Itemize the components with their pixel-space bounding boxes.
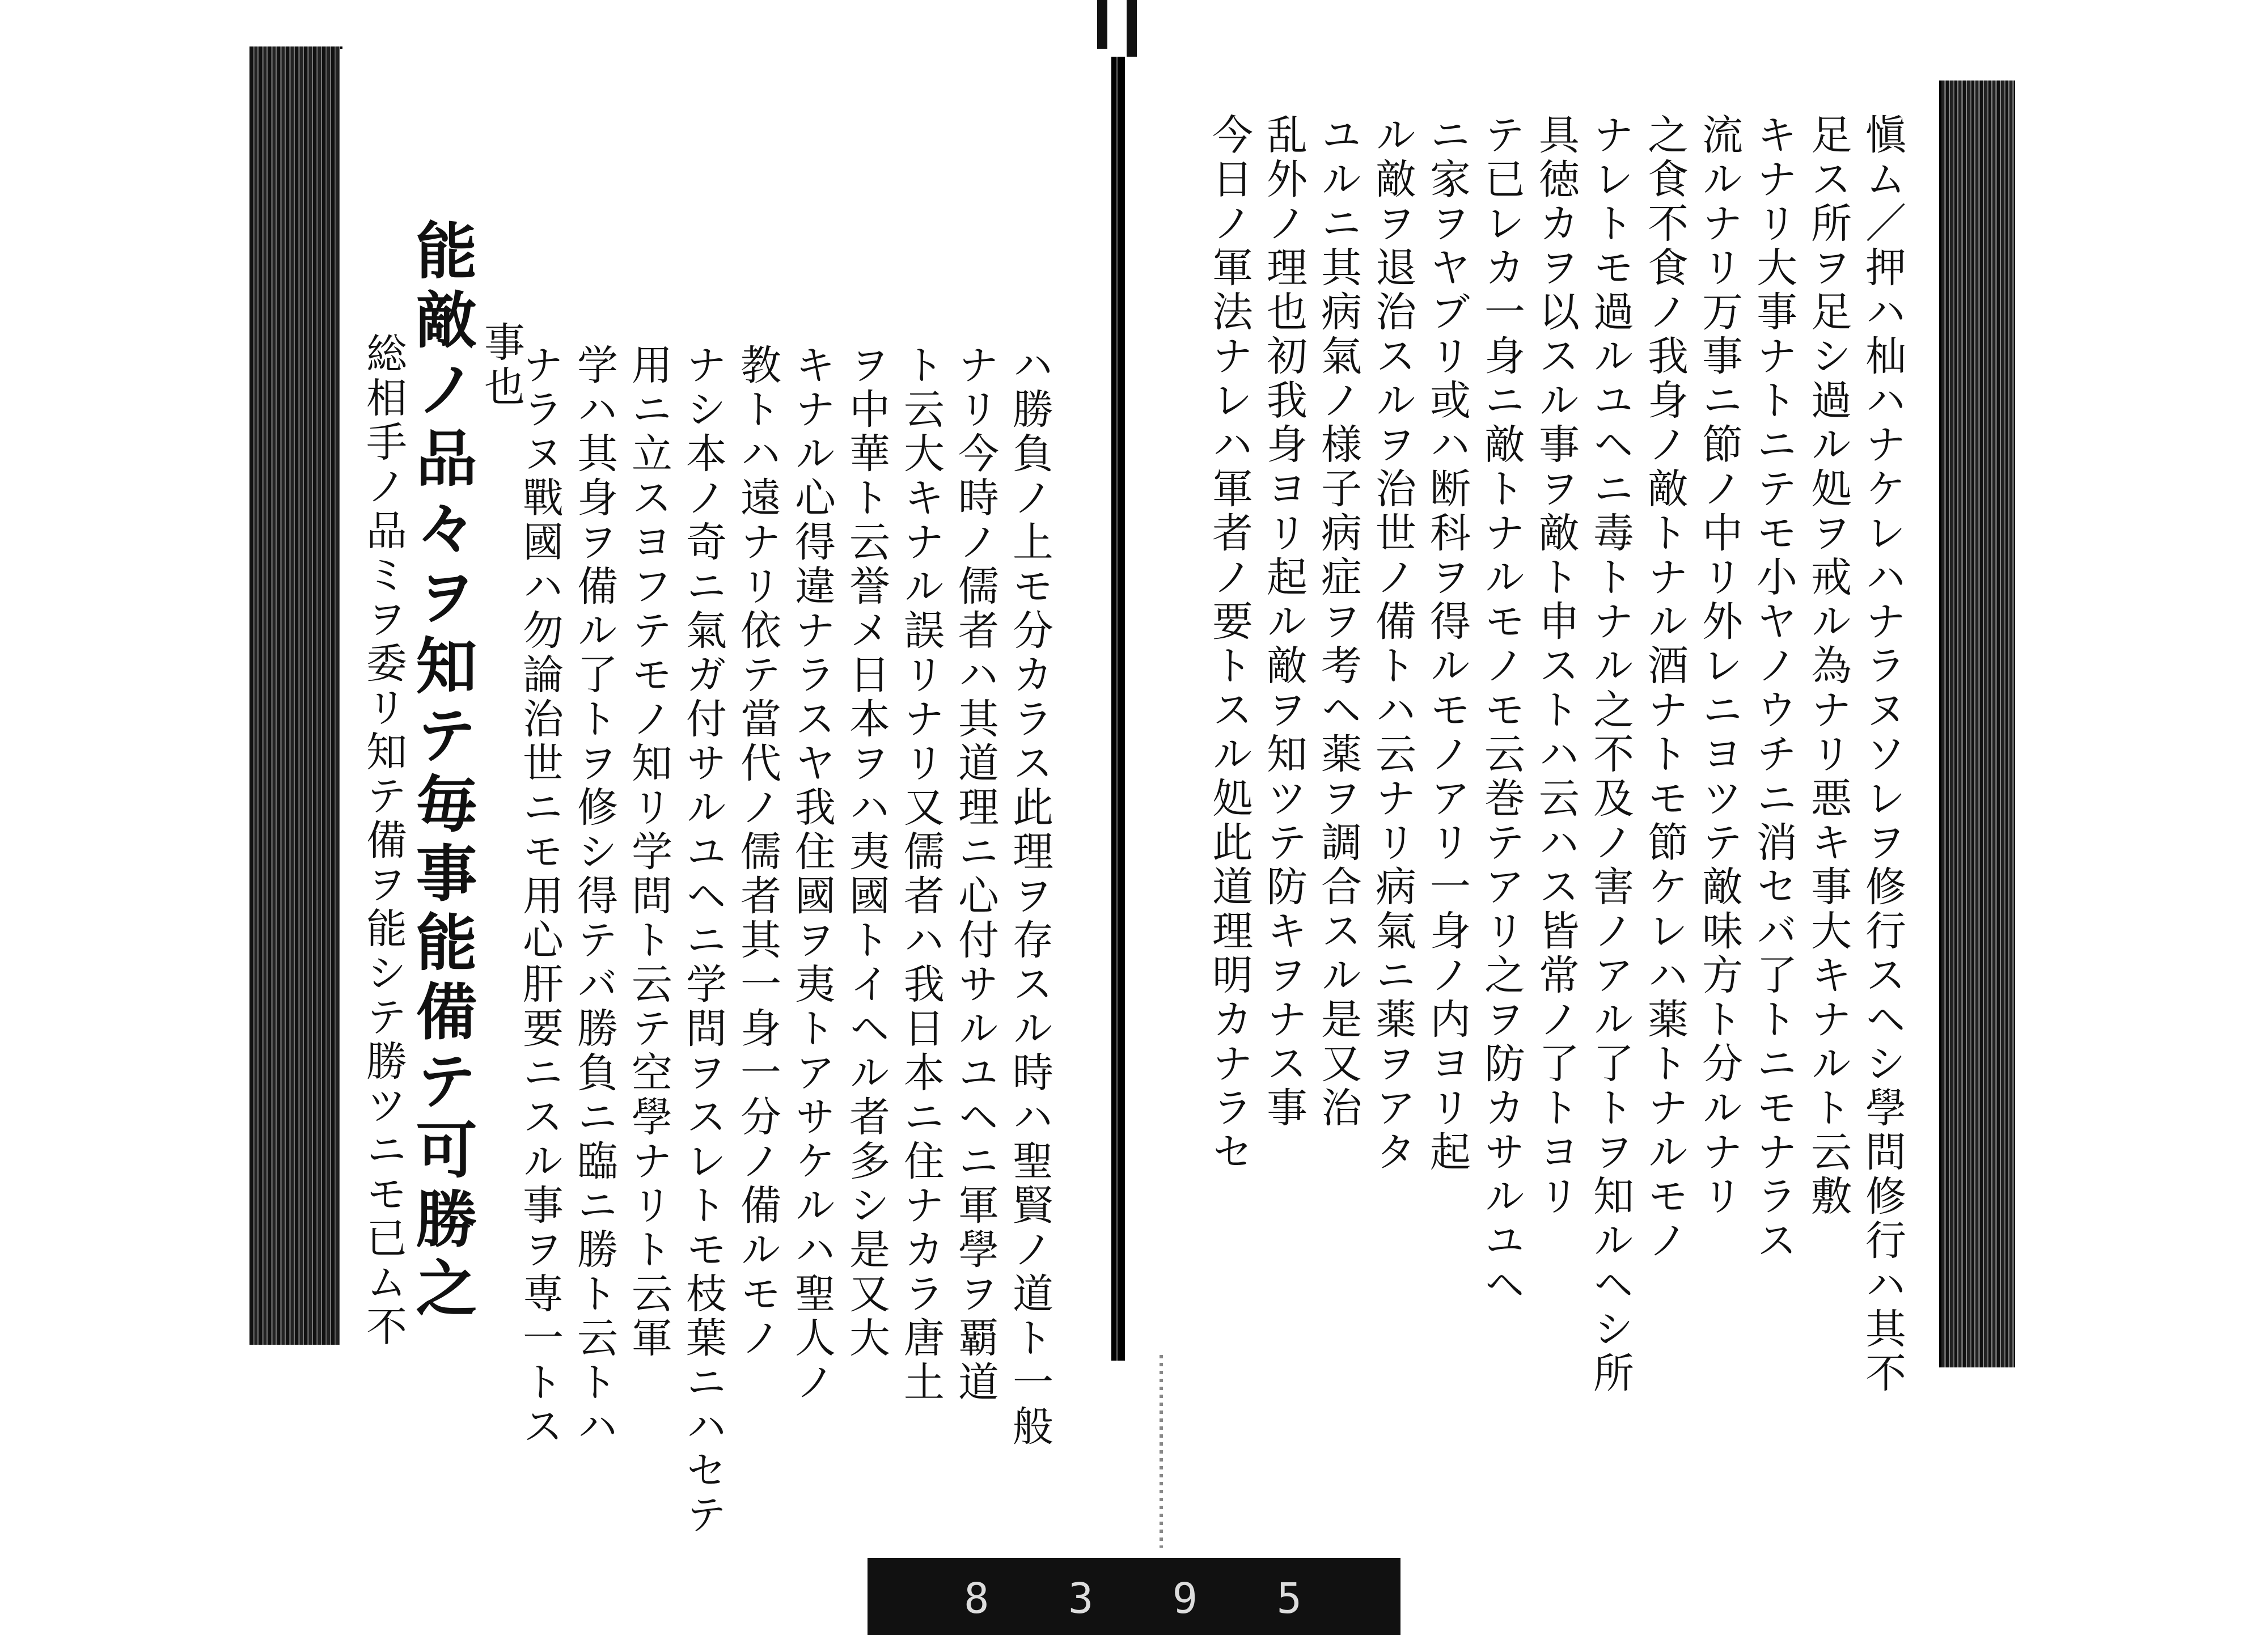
text-column: 教トハ遠ナリ依テ當代ノ儒者其一身一分ノ備ルモノ xyxy=(734,344,781,1361)
call-number xyxy=(964,1576,1304,1621)
text-column: 具徳カヲ以スル事ヲ敵ト申ストハ云ハス皆常ノ了トヨリ xyxy=(1532,113,1580,1219)
text-column: 学ハ其身ヲ備ル了トヲ修シ得テバ勝負ニ臨ニ勝ト云トハ xyxy=(570,344,618,1449)
text-column: ヲ中華ト云誉メ日本ヲハ夷國トイヘル者多シ是又大 xyxy=(843,344,890,1361)
text-column: 之食不食ノ我身ノ敵トナル酒ナトモ節ケレハ薬トナルモノ xyxy=(1641,113,1689,1263)
text-column: 今日ノ軍法ナレハ軍者ノ要トスル処此道理明カナラセ xyxy=(1205,113,1253,1175)
text-column: ナレトモ過ルユヘニ毒トナル之不及ノ害ノアル了トヲ知ルヘシ所 xyxy=(1586,113,1634,1396)
binding-top xyxy=(1097,0,1143,57)
call-number-digit: 8 xyxy=(964,1574,992,1623)
text-column: テ已レカ一身ニ敵トナルモノモ云巻テアリ之ヲ防カサルユヘ xyxy=(1478,113,1525,1307)
text-column: ナリ今時ノ儒者ハ其道理ニ心付サルユヘニ軍學ヲ覇道 xyxy=(951,344,999,1405)
book-gutter xyxy=(1111,57,1125,1361)
text-column: ユルニ其病氣ノ様子病症ヲ考ヘ薬ヲ調合スル是又治 xyxy=(1314,113,1362,1130)
right-page xyxy=(1125,79,1939,1396)
text-column: 流ルナリ万事ニ節ノ中リ外レニヨツテ敵味方ト分ルナリ xyxy=(1695,113,1743,1219)
call-number-digit: 9 xyxy=(1172,1574,1200,1623)
text-column: ハ勝負ノ上モ分カラス此理ヲ存スル時ハ聖賢ノ道ト一般 xyxy=(1006,344,1053,1449)
text-column: ナシ本ノ奇ニ氣ガ付サルユヘニ学問ヲスレトモ枝葉ニハセテ xyxy=(679,344,727,1537)
left-page-edge xyxy=(249,46,342,1345)
binding-thread xyxy=(1160,1355,1163,1548)
text-column: 足ス所ヲ足シ過ル処ヲ戒ル為ナリ悪キ事大キナルト云敷 xyxy=(1804,113,1852,1219)
text-column: 事也 xyxy=(477,321,525,409)
text-column: 総相手ノ品ミヲ委リ知テ備ヲ能シテ勝ツニモ已ム不 xyxy=(359,332,407,1349)
text-column: キナル心得違ナラスヤ我住國ヲ夷トアサケルハ聖人ノ xyxy=(788,344,836,1405)
text-column: 愼ム／押ハ杣ハナケレハナラヌソレヲ修行スヘシ學問修行ハ其不 xyxy=(1859,113,1906,1396)
text-column: ニ家ヲヤブリ或ハ断科ヲ得ルモノアリ一身ノ内ヨリ起 xyxy=(1423,113,1471,1175)
text-column: ト云大キナル誤リナリ又儒者ハ我日本ニ住ナカラ唐土 xyxy=(897,344,945,1405)
text-column: 用ニ立スヨフテモノ知リ学問ト云テ空學ナリト云軍 xyxy=(625,344,672,1361)
text-column: ナラヌ戰國ハ勿論治世ニモ用心肝要ニスル事ヲ専一トス xyxy=(516,344,564,1449)
text-column: ル敵ヲ退治スルヲ治世ノ備トハ云ナリ病氣ニ薬ヲアタ xyxy=(1369,113,1416,1175)
call-number-digit: 3 xyxy=(1068,1574,1096,1623)
left-page xyxy=(340,49,1111,1537)
right-page-edge xyxy=(1939,81,2015,1367)
text-column: 乱外ノ理也初我身ヨリ起ル敵ヲ知ツテ防キヲナス事 xyxy=(1260,113,1308,1130)
section-heading: 能敵ノ品々ヲ知テ毎事能備テ可勝之 xyxy=(405,219,477,1325)
text-column: キナリ大事ナトニテモ小ヤノウチニ消セバ了トニモナラス xyxy=(1750,113,1797,1263)
call-number-digit: 5 xyxy=(1276,1574,1304,1623)
